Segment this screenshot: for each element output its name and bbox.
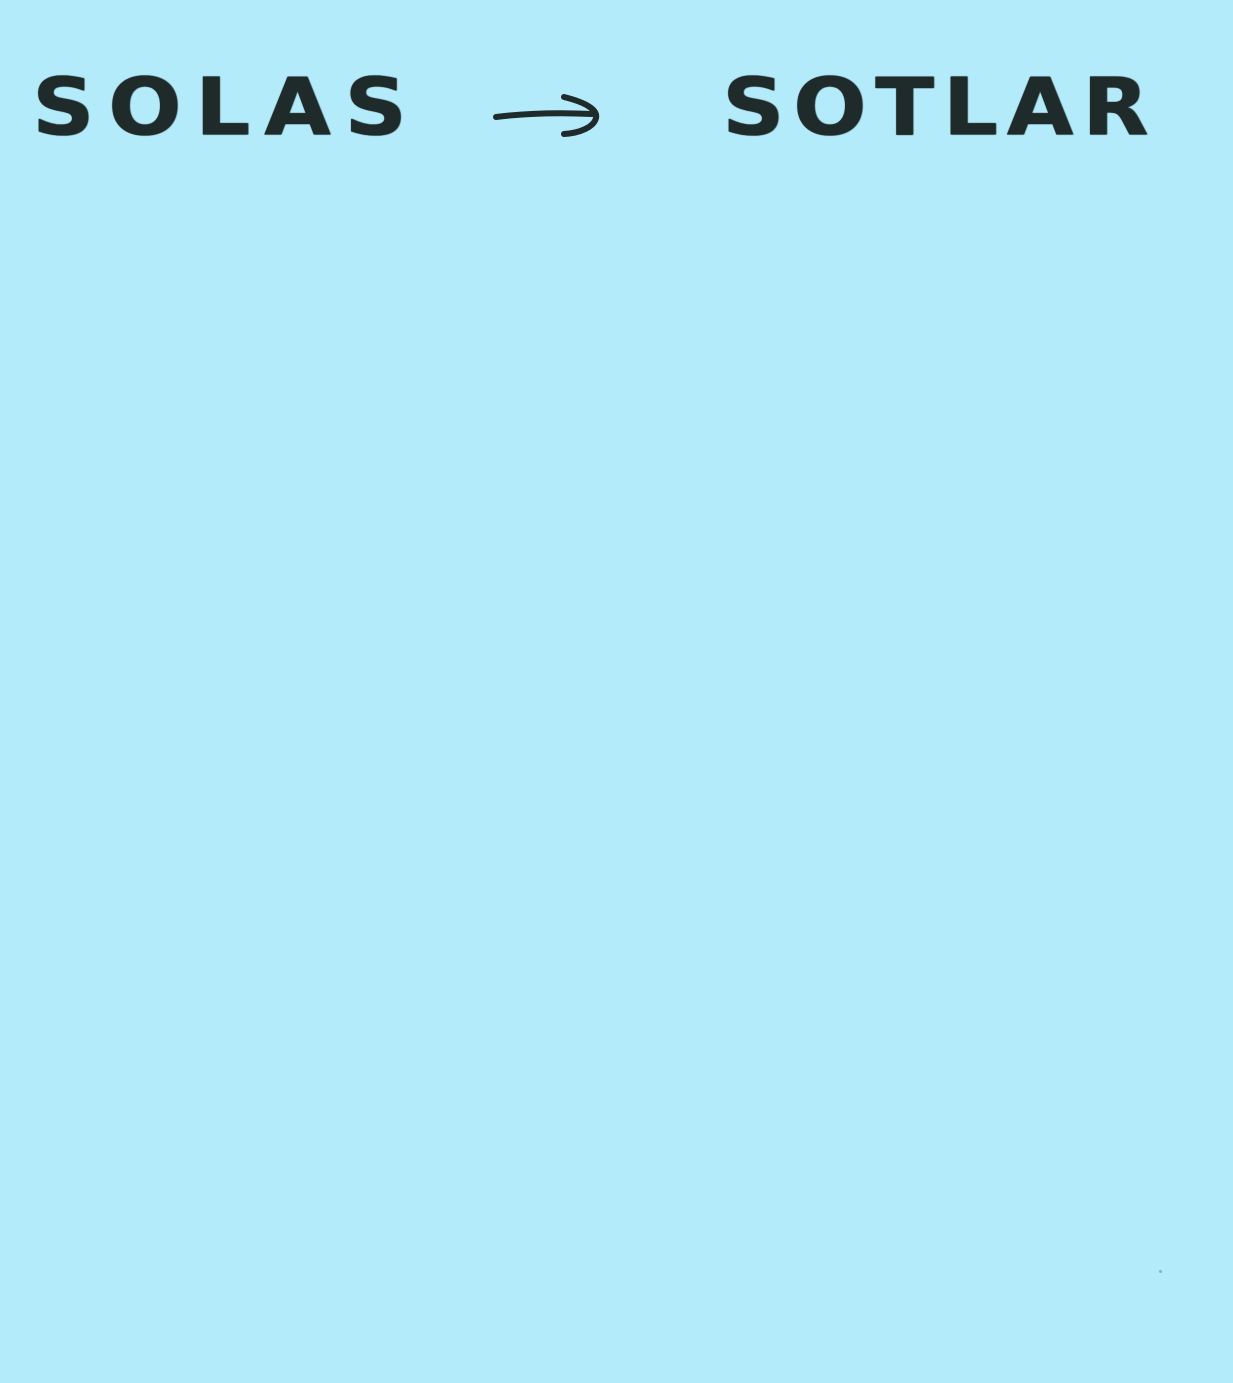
handwritten-transform-row <box>30 58 1158 158</box>
right-arrow-icon <box>492 92 604 138</box>
paper-speck <box>1159 1270 1162 1273</box>
right-word: SOTLAR <box>722 62 1158 154</box>
left-word: SOLAS <box>32 62 421 154</box>
